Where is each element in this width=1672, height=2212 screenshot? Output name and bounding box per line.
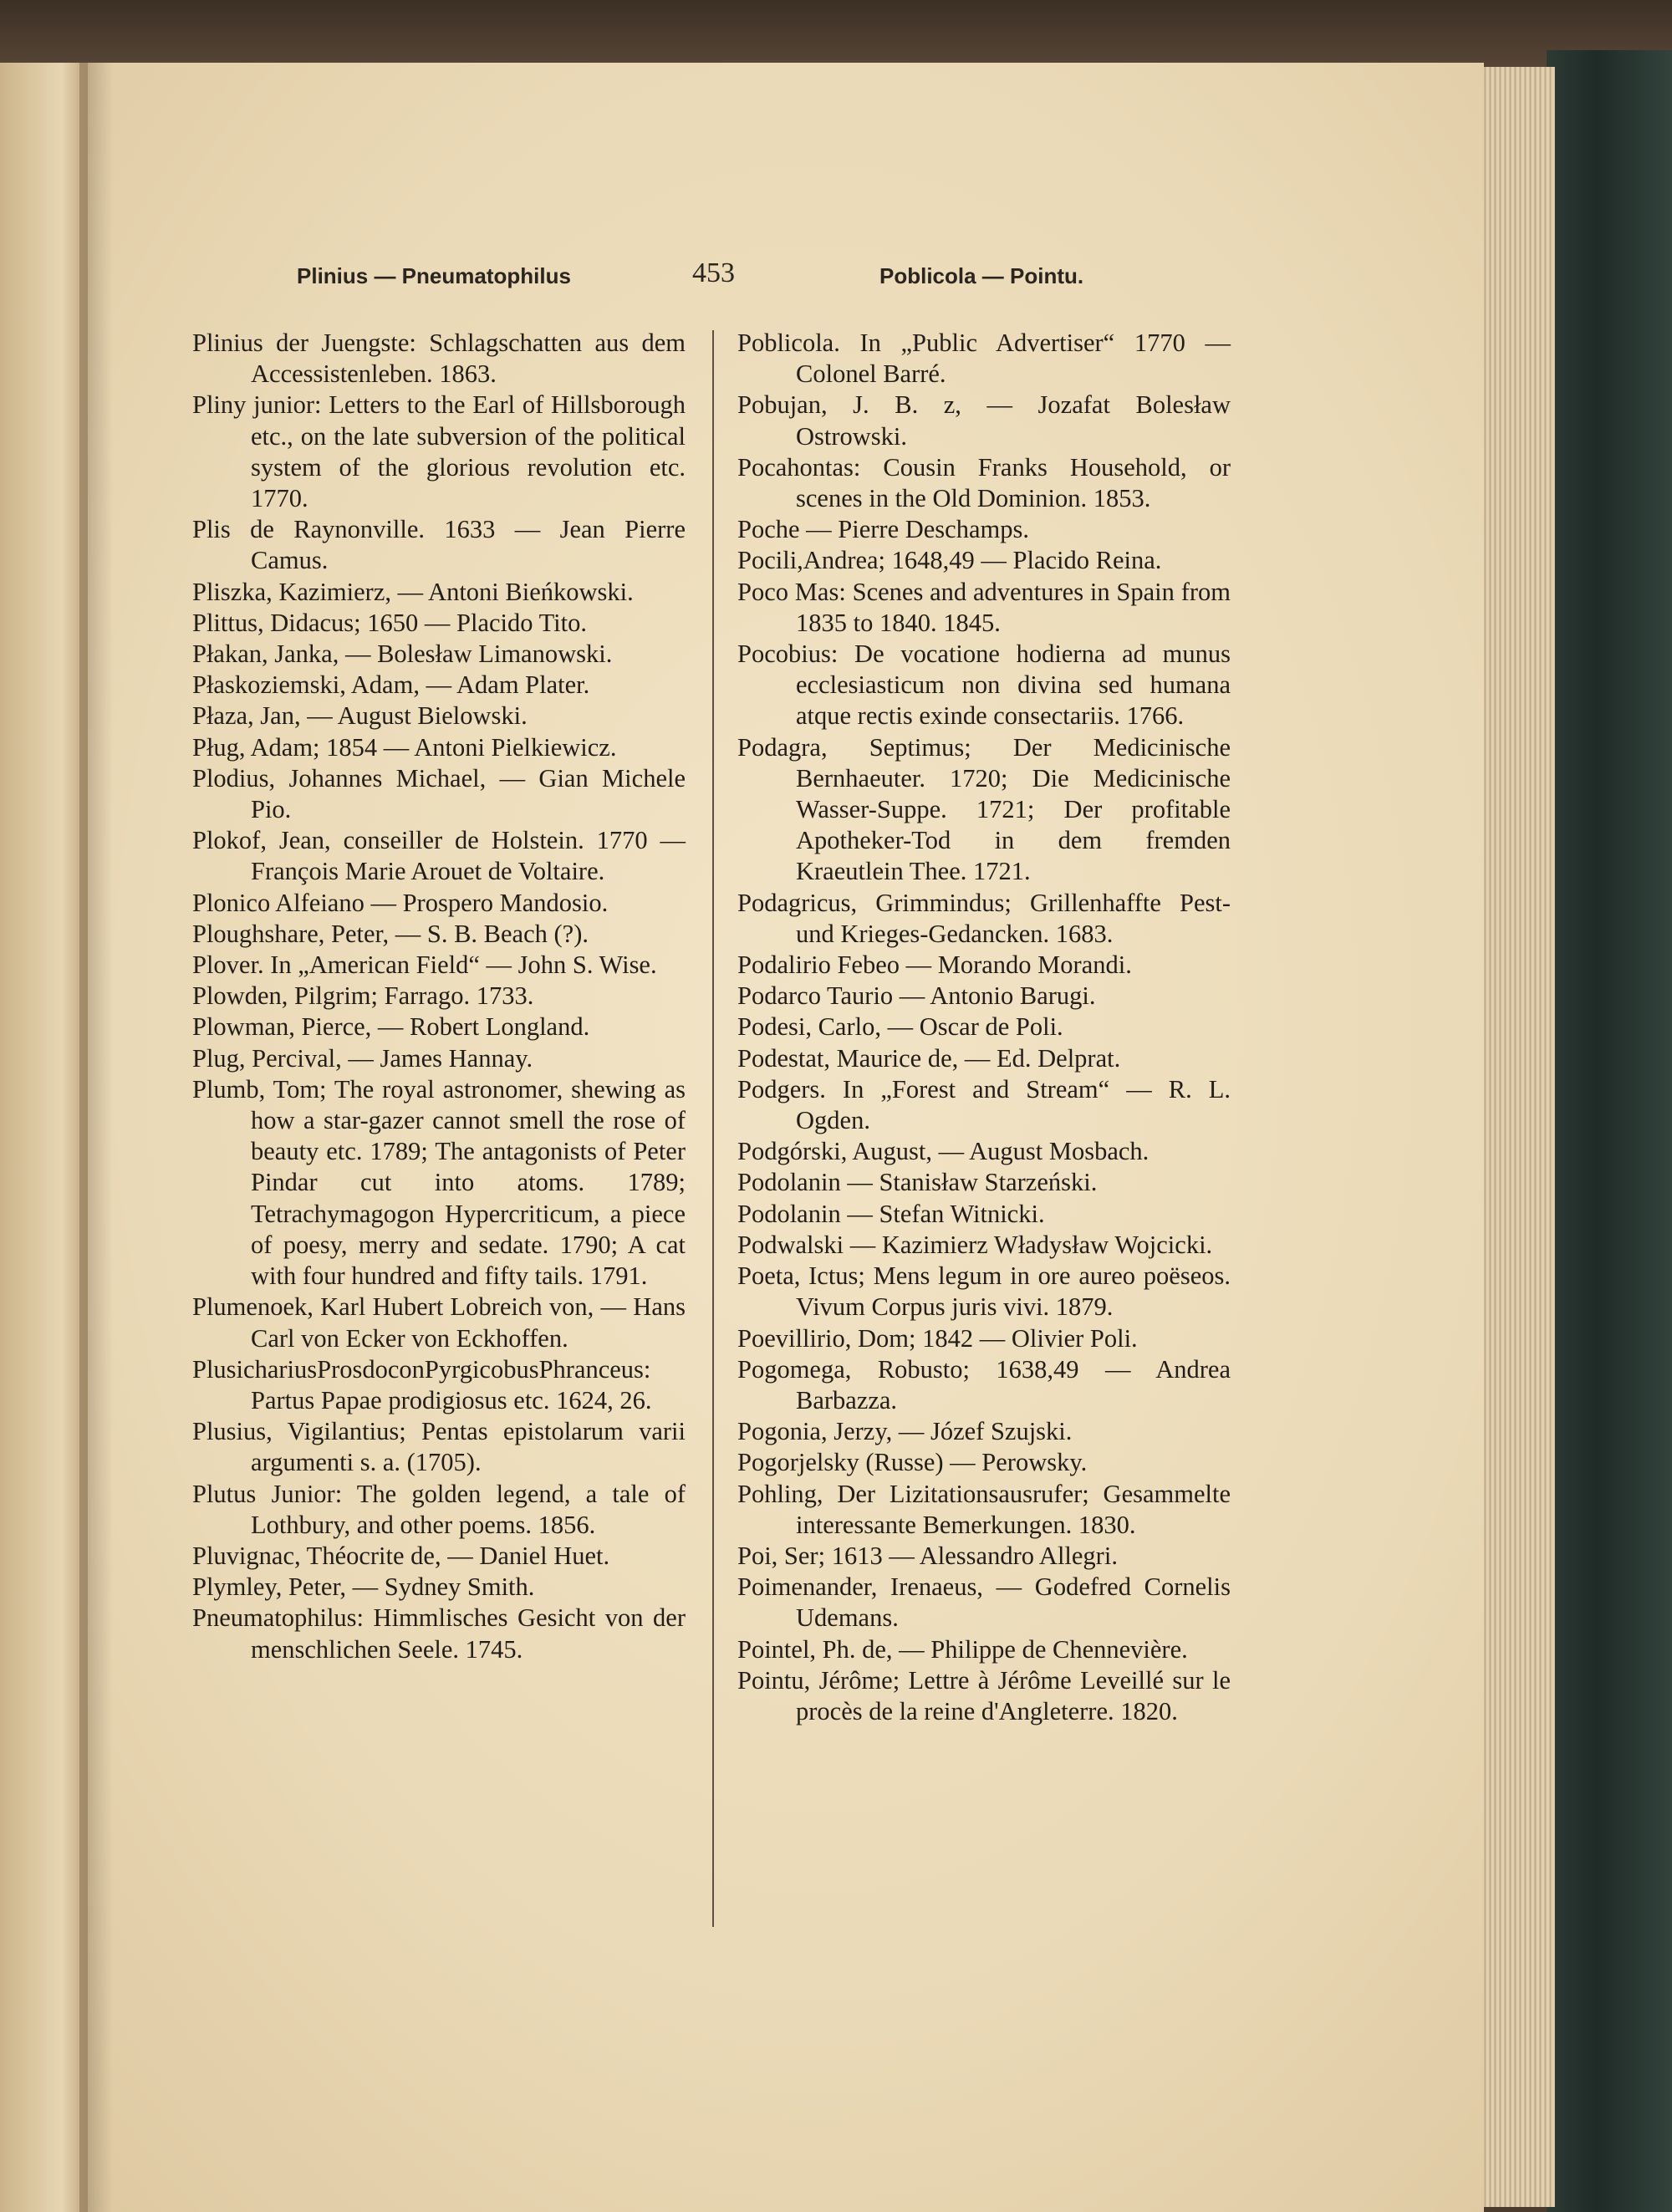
entry: Pocahontas: Cousin Franks Household, or scenes in the Old Dominion. 1853. <box>737 452 1231 513</box>
entry: Plokof, Jean, conseiller de Holstein. 1770 — François Marie Arouet de Voltaire. <box>192 826 686 886</box>
column-divider <box>712 330 714 1927</box>
entry: Poco Mas: Scenes and adventures in Spain from 1835 to 1840. 1845. <box>737 577 1231 637</box>
entry: Podagra, Septimus; Der Medicinische Bernhaeuter. 1720; Die Medicinische Wasser-Suppe. 1721; Der profitable Apotheker-Tod in dem fremden Kraeutlein Thee. 1721. <box>737 732 1231 886</box>
running-head-left: Plinius — Pneumatophilus <box>297 263 571 288</box>
entry: Plittus, Didacus; 1650 — Placido Tito. <box>192 608 587 637</box>
entry: Plodius, Johannes Michael, — Gian Michele Pio. <box>192 763 686 824</box>
entry: PlusichariusProsdoconPyrgicobusPhranceus: Partus Papae prodigiosus etc. 1624, 26. <box>192 1354 652 1414</box>
entry: Poimenander, Irenaeus, — Godefred Cornelis Udemans. <box>737 1572 1231 1633</box>
entry: Pogorjelsky (Russe) — Perowsky. <box>737 1448 1088 1477</box>
entry: Pluvignac, Théocrite de, — Daniel Huet. <box>192 1541 610 1570</box>
entry: Pogonia, Jerzy, — Józef Szujski. <box>737 1417 1073 1446</box>
entry: Pointu, Jérôme; Lettre à Jérôme Leveillé sur le procès de la reine d'Angleterre. 1820. <box>737 1665 1231 1725</box>
gutter-shadow <box>79 63 113 2212</box>
entry: Podalirio Febeo — Morando Morandi. <box>737 951 1132 980</box>
entry: Podarco Taurio — Antonio Barugi. <box>737 981 1096 1011</box>
left-column <box>192 328 686 1665</box>
entry: Plymley, Peter, — Sydney Smith. <box>192 1572 535 1602</box>
entry: Pliny junior: Letters to the Earl of Hillsborough etc., on the late subversion of the political system of the glorious revolution etc. 1770. <box>192 390 686 513</box>
facing-page-edge <box>0 63 88 2212</box>
entry: Podestat, Maurice de, — Ed. Delprat. <box>737 1043 1121 1073</box>
entry: Płakan, Janka, — Bolesław Limanowski. <box>192 640 613 669</box>
entry: Pliszka, Kazimierz, — Antoni Bieńkowski. <box>192 577 634 606</box>
entry: Plis de Raynonville. 1633 — Jean Pierre Camus. <box>192 515 686 575</box>
entry: Podgórski, August, — August Mosbach. <box>737 1137 1150 1166</box>
entry: Podesi, Carlo, — Oscar de Poli. <box>737 1012 1063 1042</box>
entry: Podgers. In „Forest and Stream“ — R. L. Ogden. <box>737 1074 1231 1135</box>
entry: Plinius der Juengste: Schlagschatten aus dem Accessistenleben. 1863. <box>192 329 686 389</box>
entry: Pohling, Der Lizitationsausrufer; Gesammelte interessante Bemerkungen. 1830. <box>737 1479 1231 1539</box>
entry: Plowden, Pilgrim; Farrago. 1733. <box>192 981 534 1011</box>
entry: Podolanin — Stefan Witnicki. <box>737 1199 1045 1228</box>
entry: Poche — Pierre Deschamps. <box>737 515 1029 544</box>
entry: Plutus Junior: The golden legend, a tale of Lothbury, and other poems. 1856. <box>192 1479 686 1539</box>
entry: Podagricus, Grimmindus; Grillenhaffte Pest-und Krieges-Gedancken. 1683. <box>737 888 1231 948</box>
page-number: 453 <box>692 257 735 288</box>
running-head-right: Poblicola — Pointu. <box>879 263 1084 288</box>
entry: Podolanin — Stanisław Starzeński. <box>737 1168 1098 1197</box>
entry: Pneumatophilus: Himmlisches Gesicht von der menschlichen Seele. 1745. <box>192 1603 686 1664</box>
entry: Plonico Alfeiano — Prospero Mandosio. <box>192 888 609 917</box>
entry: Plug, Percival, — James Hannay. <box>192 1043 533 1073</box>
entry: Pogomega, Robusto; 1638,49 — Andrea Barbazza. <box>737 1354 1231 1414</box>
entry: Plowman, Pierce, — Robert Longland. <box>192 1012 590 1042</box>
entry: Pobujan, J. B. z, — Jozafat Bolesław Ostrowski. <box>737 390 1231 451</box>
page-edges <box>1471 67 1555 2207</box>
entry: Płaza, Jan, — August Bielowski. <box>192 701 528 731</box>
entry: Poevillirio, Dom; 1842 — Olivier Poli. <box>737 1323 1138 1353</box>
book-cover-right <box>1547 50 1672 2212</box>
entry: Ploughshare, Peter, — S. B. Beach (?). <box>192 919 589 948</box>
entry: Płaskoziemski, Adam, — Adam Plater. <box>192 670 590 700</box>
entry: Pointel, Ph. de, — Philippe de Chennevière. <box>737 1634 1188 1664</box>
entry: Poi, Ser; 1613 — Alessandro Allegri. <box>737 1541 1118 1570</box>
entry: Plusius, Vigilantius; Pentas epistolarum varii argumenti s. a. (1705). <box>192 1417 686 1477</box>
entry: Plover. In „American Field“ — John S. Wise. <box>192 951 657 980</box>
entry: Poeta, Ictus; Mens legum in ore aureo poëseos. Vivum Corpus juris vivi. 1879. <box>737 1261 1231 1322</box>
entry: Plumb, Tom; The royal astronomer, shewing as how a star-gazer cannot smell the rose of beauty etc. 1789; The antagonists of Peter Pindar cut into atoms. 1789; Tetrachymagogon Hypercriticum, a piece of poesy, merry and sedate. 1790; A cat with four hundred and fifty tails. 1791. <box>192 1074 686 1291</box>
entry: Poblicola. In „Public Advertiser“ 1770 — Colonel Barré. <box>737 329 1231 389</box>
entry: Pocili,Andrea; 1648,49 — Placido Reina. <box>737 546 1162 575</box>
entry: Pocobius: De vocatione hodierna ad munus ecclesiasticum non divina sed humana atque rectis exinde consectariis. 1766. <box>737 640 1231 731</box>
entry: Pług, Adam; 1854 — Antoni Pielkiewicz. <box>192 732 617 762</box>
right-column <box>737 328 1231 1727</box>
entry: Podwalski — Kazimierz Władysław Wojcicki. <box>737 1230 1213 1259</box>
entry: Plumenoek, Karl Hubert Lobreich von, — Hans Carl von Ecker von Eckhoffen. <box>192 1292 686 1353</box>
